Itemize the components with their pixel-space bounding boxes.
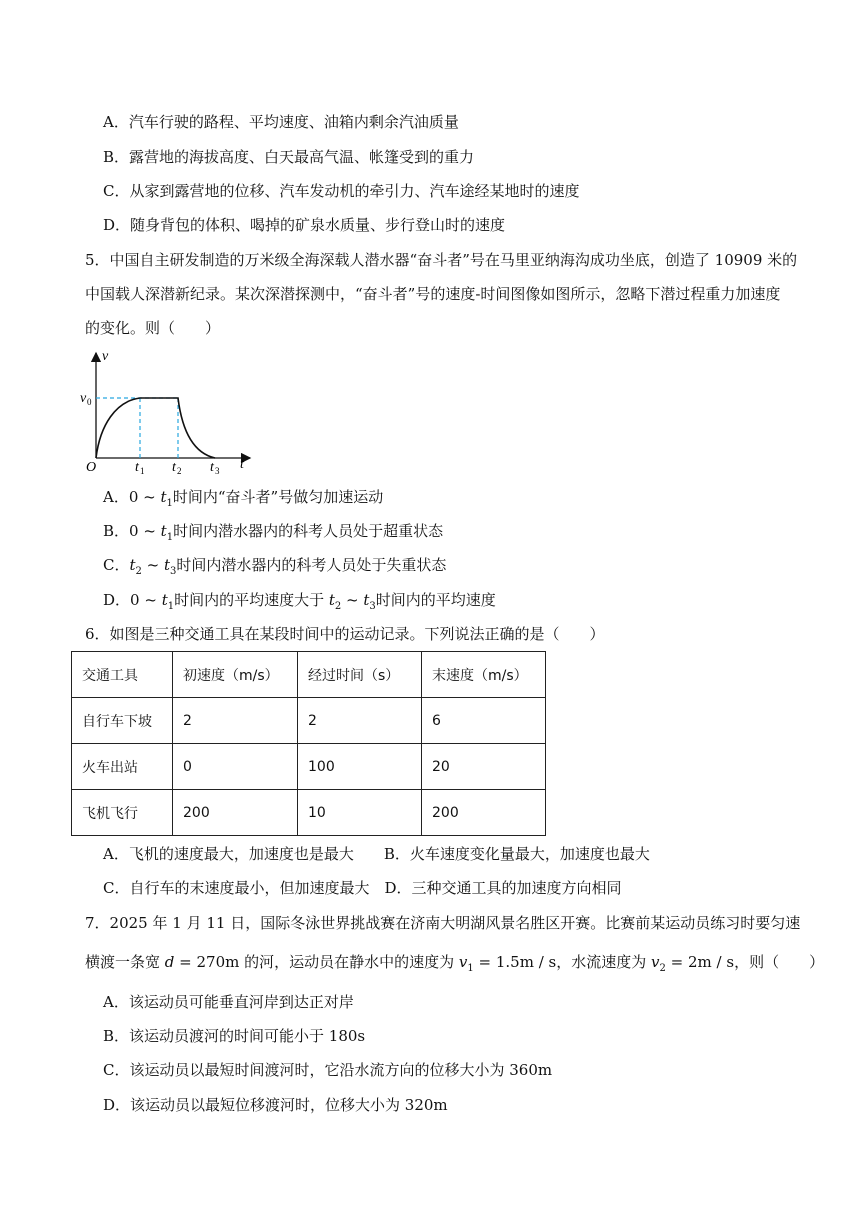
q7-option-b: B．该运动员渡河的时间可能小于 180s: [103, 1027, 366, 1045]
table-cell: 2: [298, 698, 422, 744]
table-cell: 飞机飞行: [72, 790, 173, 836]
t3-label: t: [210, 460, 214, 475]
t-symbol: t: [160, 522, 167, 540]
t2-label: t: [172, 460, 176, 475]
q5-stem-line3: 的变化。则（ ）: [85, 319, 221, 337]
table-header-cell: 末速度（m/s）: [422, 652, 546, 698]
v0-subscript: 0: [87, 397, 92, 407]
t-symbol: t: [328, 591, 335, 609]
table-header-cell: 经过时间（s）: [298, 652, 422, 698]
q7-line2-suffix: ，则（ ）: [734, 953, 825, 971]
q5-option-d: [103, 590, 496, 617]
subscript: 2: [135, 566, 142, 577]
q5-option-a-text: 时间内“奋斗者”号做匀加速运动: [172, 488, 384, 506]
t1-subscript: 1: [140, 466, 145, 475]
q7-option-a: A．该运动员可能垂直河岸到达正对岸: [103, 993, 354, 1011]
q7-option-d: D．该运动员以最短位移渡河时，位移大小为 320m: [103, 1096, 448, 1114]
t2-subscript: 2: [177, 466, 182, 475]
table-cell: 6: [422, 698, 546, 744]
motion-record-table: [71, 651, 546, 836]
q4-option-a: A．汽车行驶的路程、平均速度、油箱内剩余汽油质量: [103, 113, 459, 131]
v-symbol: v: [651, 953, 660, 971]
t-symbol: t: [129, 556, 136, 574]
width-value: = 270m: [174, 953, 240, 971]
table-cell: 自行车下坡: [72, 698, 173, 744]
d-symbol: d: [164, 953, 175, 971]
q6-options-ab: A．飞机的速度最大，加速度也是最大 B．火车速度变化量最大，加速度也最大: [103, 845, 650, 863]
table-row: [72, 698, 546, 744]
q5-option-b-text: 时间内潜水器内的科考人员处于超重状态: [173, 522, 444, 540]
table-cell: 200: [422, 790, 546, 836]
subscript: 2: [334, 601, 342, 612]
table-row: [72, 790, 546, 836]
subscript: 1: [467, 963, 474, 974]
table-cell: 2: [173, 698, 298, 744]
tilde: ~: [341, 591, 364, 609]
t-symbol: t: [363, 591, 370, 609]
velocity-time-graph: [78, 345, 258, 475]
q6-stem: 6．如图是三种交通工具在某段时间中的运动记录。下列说法正确的是（ ）: [85, 625, 605, 643]
q5-stem-line1: 5．中国自主研发制造的万米级全海深载人潜水器“奋斗者”号在马里亚纳海沟成功坐底，创造了 10909 米的: [85, 251, 798, 269]
q5-option-b: [103, 521, 443, 548]
table-cell: 20: [422, 744, 546, 790]
origin-label: O: [86, 460, 97, 475]
q5-option-a-prefix: A．0 ~: [103, 488, 161, 506]
subscript: 2: [659, 963, 666, 974]
v0-label: v: [80, 391, 87, 406]
q5-option-c: [103, 555, 446, 582]
q7-line2-middle2: ，水流速度为: [556, 953, 652, 971]
q5-option-d-middle: 时间内的平均速度大于: [174, 591, 329, 609]
t1-label: t: [135, 460, 139, 475]
t-symbol: t: [160, 488, 167, 506]
t-symbol: t: [164, 556, 171, 574]
subscript: 1: [166, 532, 174, 543]
table-header-cell: 初速度（m/s）: [173, 652, 298, 698]
q7-stem-line1: 7．2025 年 1 月 11 日，国际冬泳世界挑战赛在济南大明湖风景名胜区开赛。比赛前某运动员练习时要匀速: [85, 914, 801, 932]
x-axis-label: t: [240, 457, 244, 472]
table-cell: 火车出站: [72, 744, 173, 790]
subscript: 1: [167, 601, 175, 612]
current-speed-value: = 2m / s: [665, 953, 735, 971]
subscript: 1: [166, 498, 173, 509]
velocity-curve: [96, 398, 215, 458]
table-header-cell: 交通工具: [72, 652, 173, 698]
y-axis-label: v: [102, 349, 109, 364]
q7-line2-prefix: 横渡一条宽: [85, 953, 165, 971]
table-cell: 10: [298, 790, 422, 836]
table-cell: 0: [173, 744, 298, 790]
t-symbol: t: [161, 591, 168, 609]
table-cell: 100: [298, 744, 422, 790]
q7-option-c: C．该运动员以最短时间渡河时，它沿水流方向的位移大小为 360m: [103, 1061, 553, 1079]
q5-option-d-text: 时间内的平均速度: [375, 591, 496, 609]
q5-option-c-prefix: C．: [103, 556, 130, 574]
q7-line2-middle: 的河，运动员在静水中的速度为: [239, 953, 459, 971]
t3-subscript: 3: [215, 466, 220, 475]
table-header-row: [72, 652, 546, 698]
q4-option-c: C．从家到露营地的位移、汽车发动机的牵引力、汽车途经某地时的速度: [103, 182, 580, 200]
swimmer-speed-value: = 1.5m / s: [473, 953, 557, 971]
q4-option-b: B．露营地的海拔高度、白天最高气温、帐篷受到的重力: [103, 148, 475, 166]
subscript: 3: [170, 566, 177, 577]
v-symbol: v: [458, 953, 468, 971]
tilde: ~: [141, 556, 164, 574]
q5-option-a: [103, 487, 383, 514]
table-cell: 200: [173, 790, 298, 836]
q5-option-b-prefix: B．0 ~: [103, 522, 161, 540]
q5-stem-line2: 中国载人深潜新纪录。某次深潜探测中，“奋斗者”号的速度-时间图像如图所示，忽略下潜过程重力加速度: [85, 285, 781, 303]
q7-stem-line2: [85, 952, 824, 979]
q6-options-cd: C．自行车的末速度最小，但加速度最大 D．三种交通工具的加速度方向相同: [103, 879, 622, 897]
q5-option-c-text: 时间内潜水器内的科考人员处于失重状态: [176, 556, 447, 574]
subscript: 3: [369, 601, 376, 612]
q4-option-d: D．随身背包的体积、喝掉的矿泉水质量、步行登山时的速度: [103, 216, 506, 234]
table-row: [72, 744, 546, 790]
q5-option-d-prefix: D．0 ~: [103, 591, 162, 609]
